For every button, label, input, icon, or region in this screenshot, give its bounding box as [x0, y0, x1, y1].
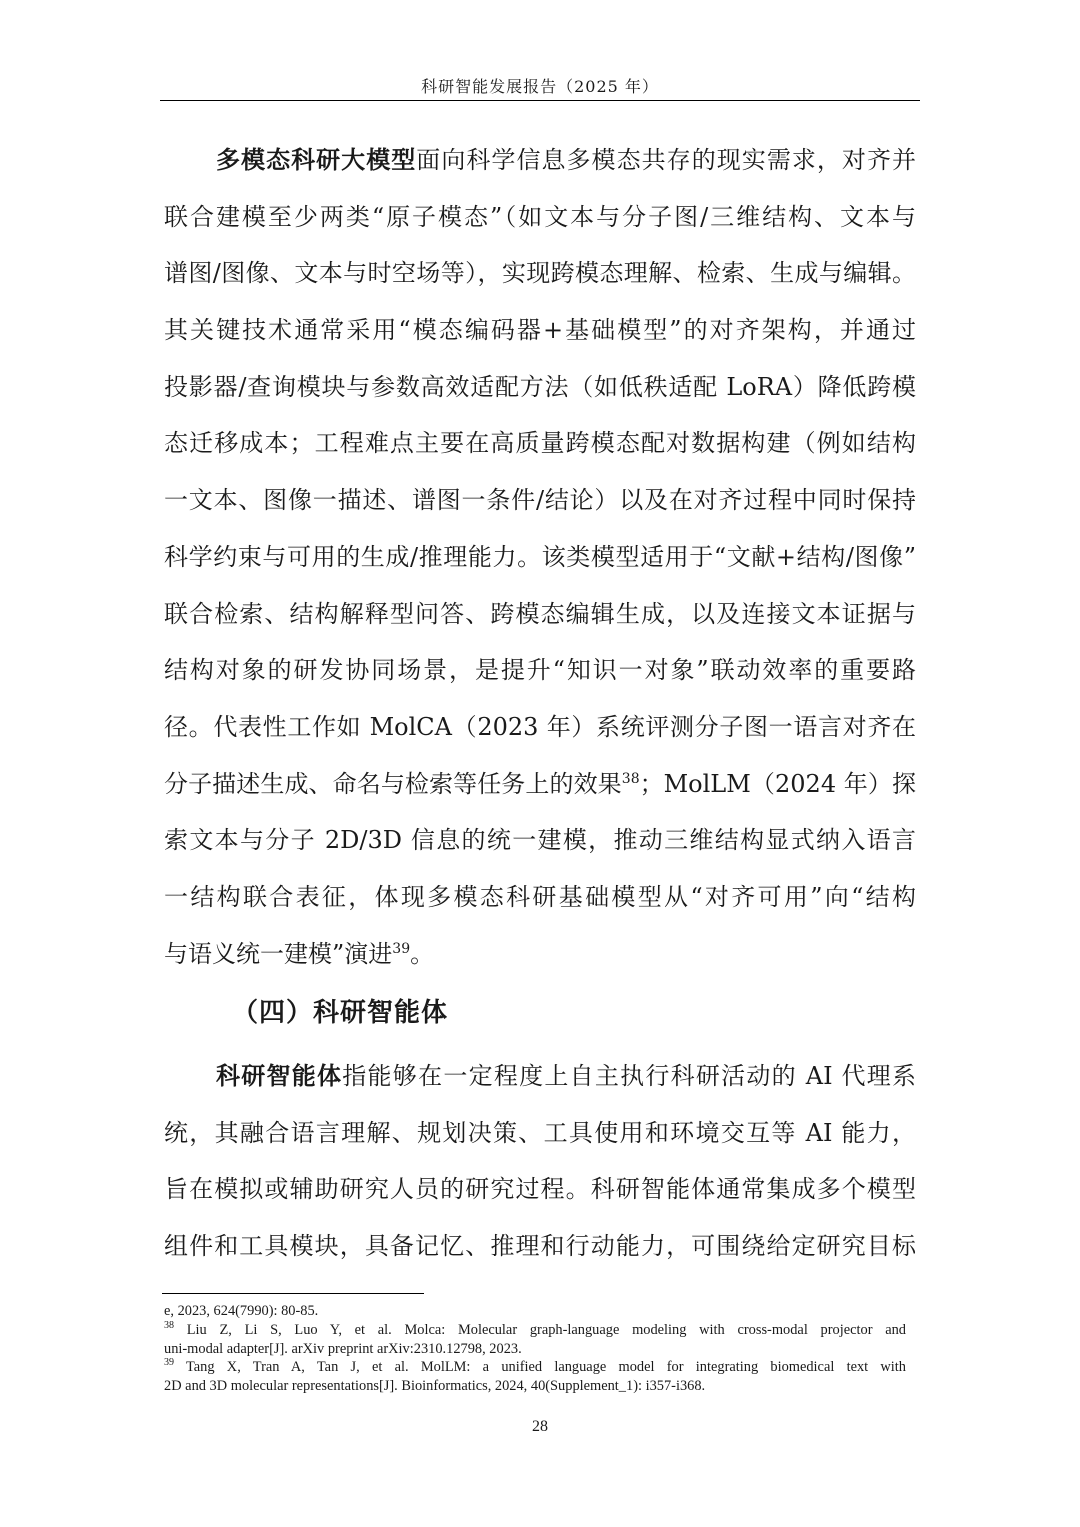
paragraph-line: 科学约束与可用的生成/推理能力。该类模型适用于“文献+结构/图像”: [164, 542, 916, 571]
bold-lead-term: 科研智能体: [216, 1062, 343, 1090]
paragraph-line: 结构对象的研发协同场景，是提升“知识一对象”联动效率的重要路: [164, 656, 916, 685]
section-heading: （四）科研智能体: [232, 998, 449, 1028]
header-divider: [160, 100, 920, 101]
paragraph-line: 分子描述生成、命名与检索等任务上的效果$^{38}$；MolLM（2024 年）探: [164, 769, 916, 798]
footnote-ref-39[interactable]: 39: [392, 940, 411, 957]
paragraph-line: 索文本与分子 2D/3D 信息的统一建模，推动三维结构显式纳入语言: [164, 826, 916, 855]
paragraph-line: 谱图/图像、文本与时空场等），实现跨模态理解、检索、生成与编辑。: [164, 259, 916, 288]
paragraph-research-agents: [164, 1048, 916, 1275]
paragraph-line: 统，其融合语言理解、规划决策、工具使用和环境交互等 AI 能力，: [164, 1118, 916, 1147]
paragraph-line: 多模态科研大模型面向科学信息多模态共存的现实需求，对齐并: [216, 146, 916, 174]
paragraph-line: 投影器/查询模块与参数高效适配方法（如低秩适配 LoRA）降低跨模: [164, 372, 916, 401]
paragraph-line: 一文本、图像一描述、谱图一条件/结论）以及在对齐过程中同时保持: [164, 486, 916, 515]
paragraph-line: 旨在模拟或辅助研究人员的研究过程。科研智能体通常集成多个模型: [164, 1175, 916, 1204]
footnote-continuation: e, 2023, 624(7990): 80-85.: [164, 1303, 319, 1319]
bold-lead-term: 多模态科研大模型: [216, 146, 417, 174]
paragraph-line: 径。代表性工作如 MolCA（2023 年）系统评测分子图一语言对齐在: [164, 712, 916, 741]
paragraph-line: 联合检索、结构解释型问答、跨模态编辑生成，以及连接文本证据与: [164, 599, 916, 628]
paragraph-line: 科研智能体指能够在一定程度上自主执行科研活动的 AI 代理系: [216, 1062, 917, 1090]
footnote-ref-38[interactable]: 38: [621, 770, 640, 787]
footnotes: [164, 1302, 906, 1396]
footnote-divider: [162, 1293, 424, 1294]
paragraph-multimodal-models: [164, 132, 916, 982]
paragraph-line: 组件和工具模块，具备记忆、推理和行动能力，可围绕给定研究目标: [164, 1232, 916, 1261]
paragraph-line: 联合建模至少两类“原子模态”（如文本与分子图/三维结构、文本与: [164, 202, 916, 231]
footnote-38-cont: uni-modal adapter[J]. arXiv preprint arXiv:2310.12798, 2023.: [164, 1340, 522, 1357]
page-number: 28: [532, 1418, 548, 1435]
paragraph-line: 一结构联合表征，体现多模态科研基础模型从“对齐可用”向“结构: [164, 882, 916, 911]
footnote-39-cont: 2D and 3D molecular representations[J]. Bioinformatics, 2024, 40(Supplement_1): i357-i368.: [164, 1378, 706, 1395]
footnote-39: $^{39}$ Tang X, Tran A, Tan J, et al. MolLM: a unified language model for integrating biomedical text with: [164, 1357, 906, 1376]
footnote-38: $^{38}$ Liu Z, Li S, Luo Y, et al. Molca: Molecular graph-language modeling with cross-modal projector and: [164, 1320, 906, 1338]
page-header-title: 科研智能发展报告（2025 年）: [421, 77, 659, 96]
paragraph-line: 其关键技术通常采用“模态编码器+基础模型”的对齐架构，并通过: [164, 316, 916, 345]
paragraph-line: 与语义统一建模”演进$^{39}$。: [164, 939, 435, 968]
paragraph-line: 态迁移成本；工程难点主要在高质量跨模态配对数据构建（例如结构: [164, 429, 916, 458]
